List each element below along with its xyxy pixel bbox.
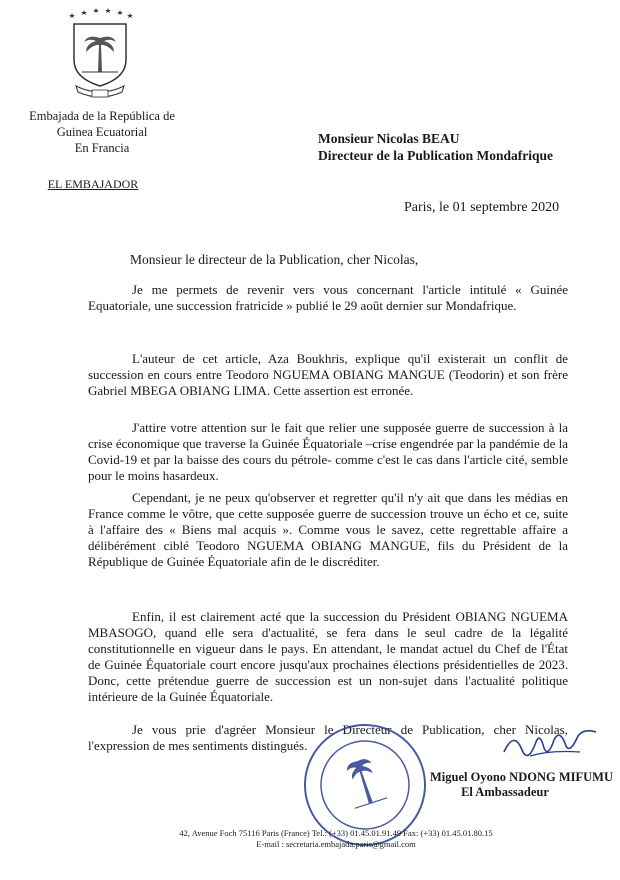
paragraph-text: Enfin, il est clairement acté que la succession du Président OBIANG NGUEMA MBASOGO, quand elle sera d'actualité, se fera dans le seul cadre de la légalité constitutionnelle en vigueur dans le pays. En attendant, le mandat actuel du Chef de l'État de Guinée Équatoriale court encore jusqu'aux prochaines élections présidentielles de 2023. Donc, cette prétendue guerre de succession est un non-sujet dans l'actualité politique intérieure de la Guinée Équatoriale. [88, 609, 568, 704]
handwritten-signature-icon [500, 722, 600, 770]
sender-line: Guinea Ecuatorial [56, 125, 148, 139]
footer-address: 42, Avenue Foch 75116 Paris (France) Tel.: (+33) 01.45.01.91.49 Fax: (+33) 01.45.01.80.15 [179, 828, 493, 838]
coat-of-arms-emblem [62, 8, 138, 100]
body-paragraph [88, 282, 568, 314]
footer-email: E-mail : secretaria.embajada.paris@gmail.com [256, 839, 416, 849]
sender-title: EL EMBAJADOR [47, 177, 139, 191]
body-paragraph [88, 609, 568, 705]
sender-address-block [14, 108, 190, 156]
letter-date: Paris, le 01 septembre 2020 [404, 200, 560, 215]
sender-line: En Francia [74, 141, 130, 155]
paragraph-text: L'auteur de cet article, Aza Boukhris, explique qu'il existerait un conflit de succession en cours entre Teodoro NGUEMA OBIANG MANGUE (Teodorin) et son frère Gabriel MBEGA OBIANG LIMA. Cette assertion est erronée. [88, 351, 568, 398]
signatory-name: Miguel Oyono NDONG MIFUMU [430, 770, 613, 784]
recipient-block [318, 130, 553, 164]
paragraph-text: Je me permets de revenir vers vous concernant l'article intitulé « Guinée Equatoriale, une succession fratricide » publié le 29 août dernier sur Mondafrique. [88, 282, 568, 313]
paragraph-text: Je vous prie d'agréer Monsieur le Directeur de Publication, cher Nicolas, l'expression de mes sentiments distingués. [88, 722, 568, 753]
body-paragraph [88, 351, 568, 399]
paragraph-text: Cependant, je ne peux qu'observer et regretter qu'il n'y ait que dans les médias en France comme le vôtre, que cette supposée guerre de succession trouve un écho et ce, suite à l'affaire des « Biens mal acquis ». Comme vous le savez, cette regrettable affaire a délibérément ciblé Teodoro NGUEMA OBIANG MANGUE, fils du Président de la République de Guinée Équatoriale afin de le discréditer. [88, 490, 568, 569]
sender-line: Embajada de la República de [29, 109, 175, 123]
recipient-name: Monsieur Nicolas BEAU [318, 131, 460, 146]
paragraph-text: J'attire votre attention sur le fait que relier une supposée guerre de succession à la crise économique que traverse la Guinée Équatoriale –crise engendrée par la pandémie de la Covid-19 et par la baisse des cours du pétrole- comme c'est le cas dans l'article cité, semble pour le moins hasardeux. [88, 420, 568, 483]
signatory-title: El Ambassadeur [461, 785, 549, 799]
body-paragraph [88, 490, 568, 570]
body-paragraph [88, 420, 568, 484]
greeting: Monsieur le directeur de la Publication, cher Nicolas, [130, 252, 419, 267]
signature [500, 722, 600, 770]
signatory-block [430, 770, 613, 800]
recipient-title: Directeur de la Publication Mondafrique [318, 148, 553, 163]
footer-contact [96, 828, 576, 850]
coat-of-arms-icon [62, 8, 138, 100]
